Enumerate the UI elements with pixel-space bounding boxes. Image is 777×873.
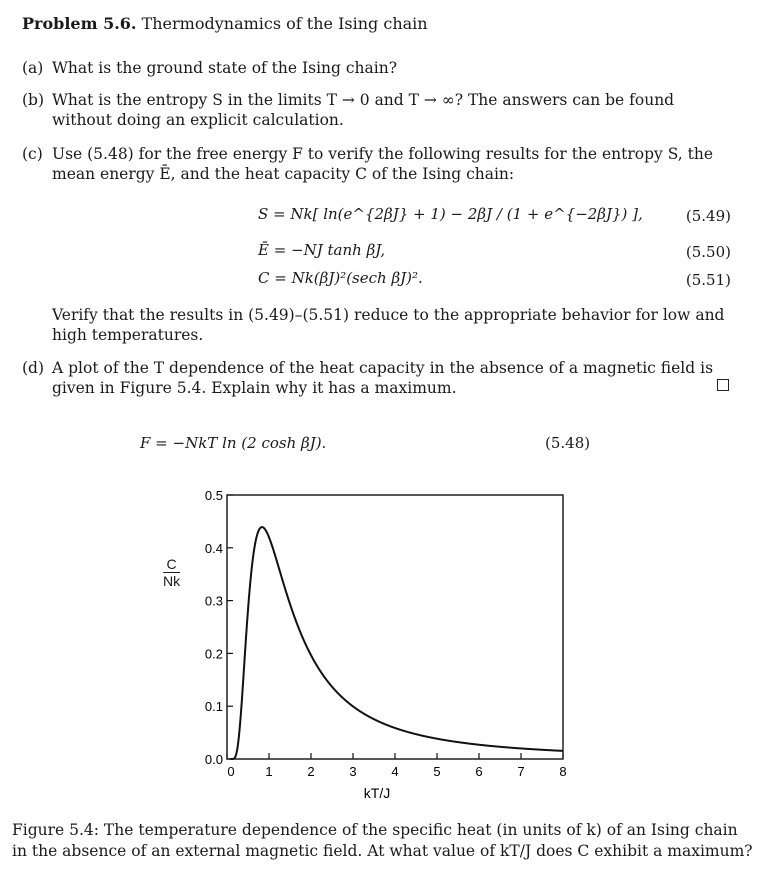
equation-5-51: C = Nk(βJ)²(sech βJ)². [258,269,423,287]
x-axis-ticks [227,753,567,779]
part-text: What is the ground state of the Ising chain? [52,59,398,77]
y-tick-label: 0.2 [204,646,223,662]
part-label: (d) [22,359,45,377]
y-tick-label: 0.5 [204,488,223,503]
x-axis-label: kT/J [363,785,391,801]
x-tick-label: 5 [433,764,441,779]
y-axis-label-denominator: Nk [163,573,181,589]
equation-5-49: S = Nk[ ln(e^{2βJ} + 1) − 2βJ / (1 + e^{−2βJ}) ], [258,205,643,223]
x-tick-label: 2 [307,764,315,779]
equation-5-48: F = −NkT ln (2 cosh βJ). [140,434,327,452]
part-text: A plot of the T dependence of the heat capacity in the absence of a magnetic field is given in Figure 5.4. Explain why it has a maximum. [52,359,714,397]
y-axis-label-numerator: C [163,556,180,573]
x-tick-label: 8 [559,764,567,779]
verify-text: Verify that the results in (5.49)–(5.51) reduce to the appropriate behavior for low and high temperatures. [52,306,725,344]
x-tick-label: 7 [517,764,525,779]
part-text: What is the entropy S in the limits T → 0 and T → ∞? The answers can be found without doing an explicit calculation. [52,91,675,129]
equation-number: (5.49) [685,207,731,225]
x-tick-label: 0 [227,764,235,779]
data-line-c-over-nk [230,527,563,759]
y-axis-ticks [205,488,233,767]
y-tick-label: 0.0 [204,752,223,767]
problem-number: Problem 5.6. [22,14,137,33]
plot-frame [227,495,563,759]
part-text: Use (5.48) for the free energy F to verify the following results for the entropy S, the mean energy Ē, and the heat capacity C of the Ising chain: [52,145,714,183]
y-tick-label: 0.3 [204,593,223,609]
x-tick-label: 4 [391,764,399,779]
equation-number: (5.48) [545,434,591,452]
y-tick-label: 0.4 [204,540,223,556]
x-tick-label: 6 [475,764,483,779]
x-tick-label: 3 [349,764,357,779]
y-tick-label: 0.1 [204,699,223,715]
figure-caption: Figure 5.4: The temperature dependence of the specific heat (in units of k) of an Ising chain in the absence of an external magnetic field. At what value of kT/J does C exhibit a maximum? [12,821,753,860]
equation-number: (5.51) [685,271,731,289]
part-label: (b) [22,91,45,109]
equation-number: (5.50) [685,243,731,261]
x-tick-label: 1 [265,764,273,779]
part-label: (c) [22,145,43,163]
equation-5-50: Ē = −NJ tanh βJ, [258,241,386,259]
problem-heading: Thermodynamics of the Ising chain [141,14,428,33]
part-label: (a) [22,59,44,77]
